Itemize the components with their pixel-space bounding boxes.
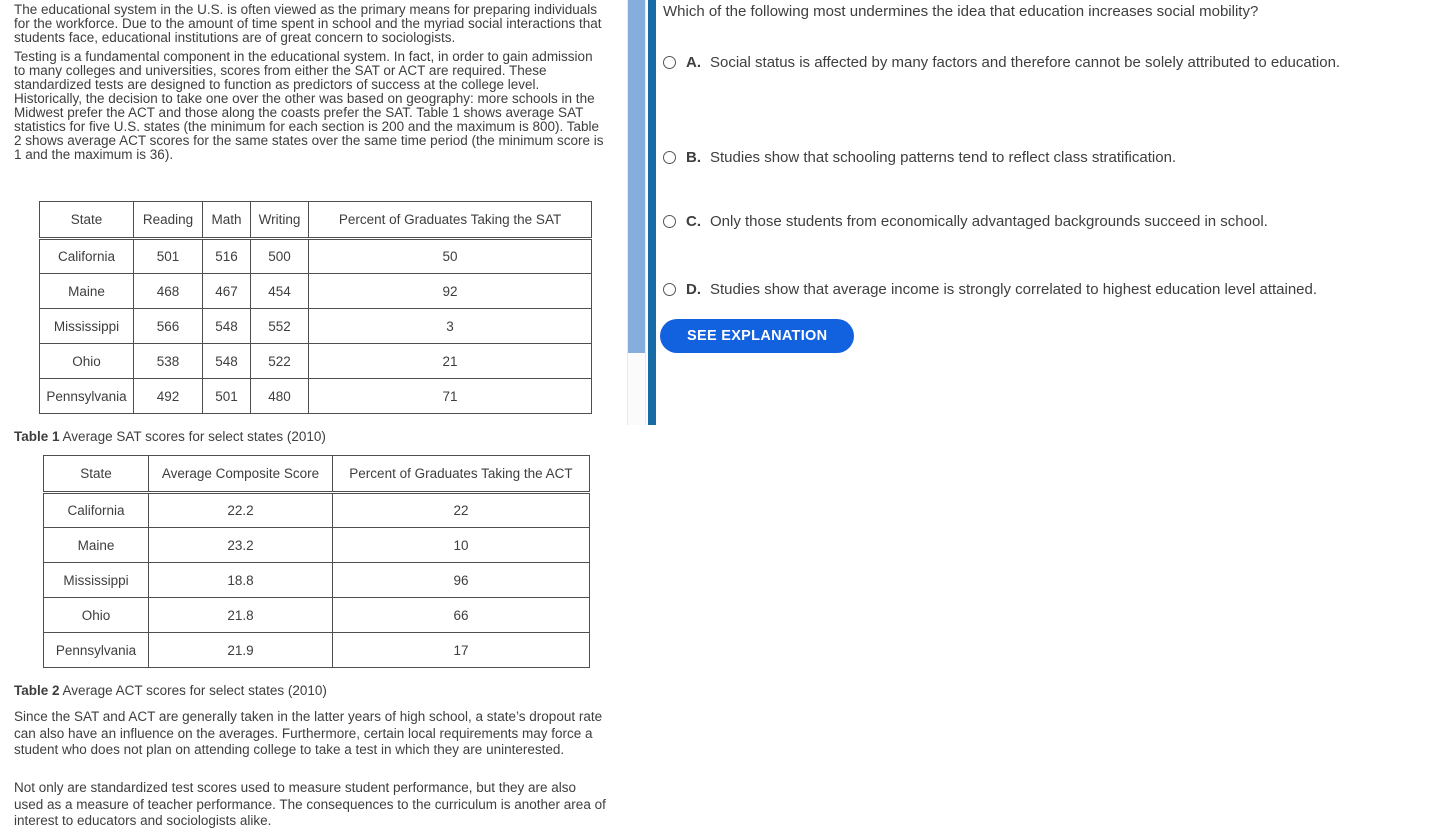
table-cell: 516	[203, 239, 251, 274]
table-header-row	[40, 202, 592, 239]
table-cell: 71	[309, 379, 592, 414]
table-cell: 500	[251, 239, 309, 274]
table-cell: 492	[134, 379, 203, 414]
table-cell: 92	[309, 274, 592, 309]
table-cell: 50	[309, 239, 592, 274]
table-cell: 501	[134, 239, 203, 274]
column-header: Percent of Graduates Taking the ACT	[333, 456, 590, 493]
scrollbar-track[interactable]	[627, 0, 646, 425]
option-text: Social status is affected by many factors and therefore cannot be solely attributed to education.	[710, 54, 1341, 71]
column-header: Writing	[251, 202, 309, 239]
question-panel	[656, 0, 1431, 835]
passage-panel	[0, 0, 627, 835]
act-scores-table	[43, 455, 590, 668]
radio-button-a[interactable]	[663, 56, 676, 69]
table-cell: 22	[333, 493, 590, 528]
table-cell: Ohio	[40, 344, 134, 379]
table-header-row	[44, 456, 590, 493]
table2-caption	[14, 683, 606, 698]
option-text: Only those students from economically advantaged backgrounds succeed in school.	[710, 213, 1268, 230]
column-header: State	[44, 456, 149, 493]
see-explanation-button[interactable]: SEE EXPLANATION	[660, 319, 854, 353]
table-cell: 501	[203, 379, 251, 414]
answer-option-a[interactable]	[663, 46, 1380, 79]
table-row	[44, 563, 590, 598]
option-letter: B.	[686, 149, 701, 166]
radio-button-b[interactable]	[663, 151, 676, 164]
radio-button-c[interactable]	[663, 215, 676, 228]
table-cell: Mississippi	[44, 563, 149, 598]
passage-paragraph-1: The educational system in the U.S. is often viewed as the primary means for preparing individuals for the workforce. Due to the amount of time spent in school and the myriad social interactions that students face, educational institutions are of great concern to sociologists.	[14, 2, 602, 45]
table-cell: 467	[203, 274, 251, 309]
table1-caption	[14, 429, 606, 444]
passage-paragraph-3: Since the SAT and ACT are generally taken in the latter years of high school, a state’s dropout rate can also have an influence on the averages. Furthermore, certain local requirements may force a student who does not plan on attending college to take a test in which they are uninterested.	[14, 709, 603, 757]
table-row	[44, 598, 590, 633]
option-letter: D.	[686, 281, 701, 298]
passage-paragraph-2: Testing is a fundamental component in the educational system. In fact, in order to gain admission to many colleges and universities, scores from either the SAT or ACT are required. These standardized tests are designed to function as predictors of success at the college level. Historically, the decision to take one over the other was based on geography: more schools in the Midwest prefer the ACT and those along the coasts prefer the SAT. Table 1 shows average SAT statistics for five U.S. states (the minimum for each section is 200 and the maximum is 800). Table 2 shows average ACT scores for the same states over the same time period (the minimum score is 1 and the maximum is 36).	[14, 49, 604, 162]
table-cell: Mississippi	[40, 309, 134, 344]
table-cell: California	[40, 239, 134, 274]
table-cell: 21.8	[149, 598, 333, 633]
option-text: Studies show that average income is strongly correlated to highest education level attained.	[710, 281, 1318, 298]
column-header: Math	[203, 202, 251, 239]
table1-caption-text: Average SAT scores for select states (2010)	[62, 429, 326, 444]
table-row	[44, 528, 590, 563]
table-cell: 3	[309, 309, 592, 344]
table-cell: 566	[134, 309, 203, 344]
table-row	[40, 344, 592, 379]
radio-button-d[interactable]	[663, 283, 676, 296]
option-letter: C.	[686, 213, 701, 230]
table2-caption-label: Table 2	[14, 683, 60, 698]
column-header: Reading	[134, 202, 203, 239]
table-cell: Ohio	[44, 598, 149, 633]
option-text: Studies show that schooling patterns tend to reflect class stratification.	[710, 149, 1177, 166]
table-cell: 21	[309, 344, 592, 379]
table-cell: 454	[251, 274, 309, 309]
table-cell: 548	[203, 344, 251, 379]
table2-caption-text: Average ACT scores for select states (2010)	[62, 683, 327, 698]
table-cell: 96	[333, 563, 590, 598]
column-header: State	[40, 202, 134, 239]
scrollbar-thumb[interactable]	[628, 0, 645, 353]
table-row	[44, 633, 590, 668]
table-row	[44, 493, 590, 528]
table-row	[40, 309, 592, 344]
question-text: Which of the following most undermines the idea that education increases social mobility?	[663, 3, 1259, 20]
table-row	[40, 379, 592, 414]
table-cell: Pennsylvania	[40, 379, 134, 414]
column-header: Percent of Graduates Taking the SAT	[309, 202, 592, 239]
answer-option-c[interactable]	[663, 205, 1380, 238]
table-cell: 522	[251, 344, 309, 379]
table1-caption-label: Table 1	[14, 429, 60, 444]
table-cell: Maine	[44, 528, 149, 563]
table-cell: Pennsylvania	[44, 633, 149, 668]
table-cell: Maine	[40, 274, 134, 309]
answer-option-b[interactable]	[663, 141, 1380, 174]
table-cell: 548	[203, 309, 251, 344]
table-cell: 17	[333, 633, 590, 668]
table-cell: 468	[134, 274, 203, 309]
sat-scores-table	[39, 201, 592, 414]
table-cell: 480	[251, 379, 309, 414]
table-cell: 66	[333, 598, 590, 633]
passage-paragraph-4: Not only are standardized test scores used to measure student performance, but they are also used as a measure of teacher performance. The consequences to the curriculum is another area of interest to educators and sociologists alike.	[14, 780, 606, 828]
answer-option-d[interactable]	[663, 273, 1380, 306]
table-cell: 538	[134, 344, 203, 379]
table-cell: 21.9	[149, 633, 333, 668]
table-cell: 552	[251, 309, 309, 344]
option-letter: A.	[686, 54, 701, 71]
table-cell: 23.2	[149, 528, 333, 563]
table-cell: 18.8	[149, 563, 333, 598]
table-row	[40, 239, 592, 274]
table-cell: California	[44, 493, 149, 528]
table-row	[40, 274, 592, 309]
table-cell: 10	[333, 528, 590, 563]
table-cell: 22.2	[149, 493, 333, 528]
question-panel-left-border	[648, 0, 656, 425]
column-header: Average Composite Score	[149, 456, 333, 493]
